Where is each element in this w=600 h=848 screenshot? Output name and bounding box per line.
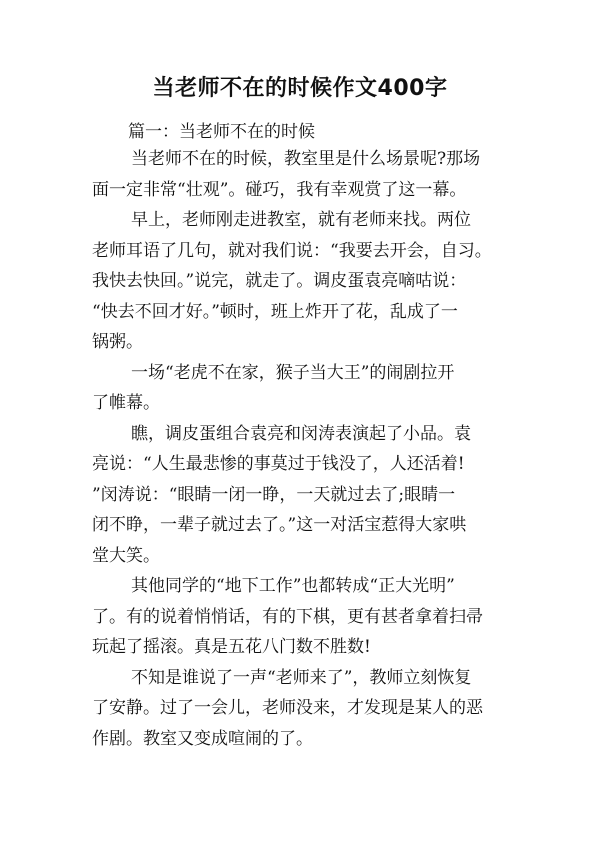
paragraph-line: 面一定非常“壮观”。碰巧，我有幸观赏了这一幕。 (92, 180, 467, 200)
paragraph-line: 老师耳语了几句，就对我们说：“我要去开会，自习。 (92, 241, 492, 261)
paragraph-line: “快去不回才好。”顿时，班上炸开了花，乱成了一 (92, 302, 458, 322)
paragraph-line: 亮说：“人生最悲惨的事莫过于钱没了，人还活着! (92, 454, 465, 474)
paragraph-line: 我快去快回。”说完，就走了。调皮蛋袁亮嘀咕说： (92, 271, 467, 291)
paragraph-first-line: 一场“老虎不在家，猴子当大王”的闹剧拉开 (131, 363, 455, 383)
paragraph-line: 了安静。过了一会儿，老师没来，才发现是某人的恶 (92, 698, 483, 718)
paragraph-line: 锅粥。 (92, 332, 143, 352)
paragraph-first-line: 早上，老师刚走进教室，就有老师来找。两位 (131, 210, 471, 230)
paragraph-first-line: 瞧，调皮蛋组合袁亮和闵涛表演起了小品。袁 (131, 424, 471, 444)
paragraph-first-line: 当老师不在的时候，教室里是什么场景呢?那场 (131, 149, 481, 169)
paragraph-first-line: 不知是谁说了一声“老师来了”，教师立刻恢复 (131, 668, 472, 688)
paragraph-first-line: 其他同学的“地下工作”也都转成“正大光明” (131, 576, 455, 596)
paragraph-line: 堂大笑。 (92, 546, 160, 566)
document-title: 当老师不在的时候作文400字 (152, 76, 448, 101)
paragraph-line: 作剧。教室又变成喧闹的了。 (92, 729, 313, 749)
document-subtitle: 篇一：当老师不在的时候 (128, 122, 315, 142)
paragraph-line: 了帷幕。 (92, 393, 160, 413)
paragraph-line: ”闵涛说：“眼睛一闭一睁，一天就过去了;眼睛一 (92, 485, 456, 505)
paragraph-line: 了。有的说着悄悄话，有的下棋，更有甚者拿着扫帚 (92, 607, 483, 627)
paragraph-line: 玩起了摇滚。真是五花八门数不胜数! (92, 637, 371, 657)
paragraph-line: 闭不睁，一辈子就过去了。”这一对活宝惹得大家哄 (92, 515, 467, 535)
